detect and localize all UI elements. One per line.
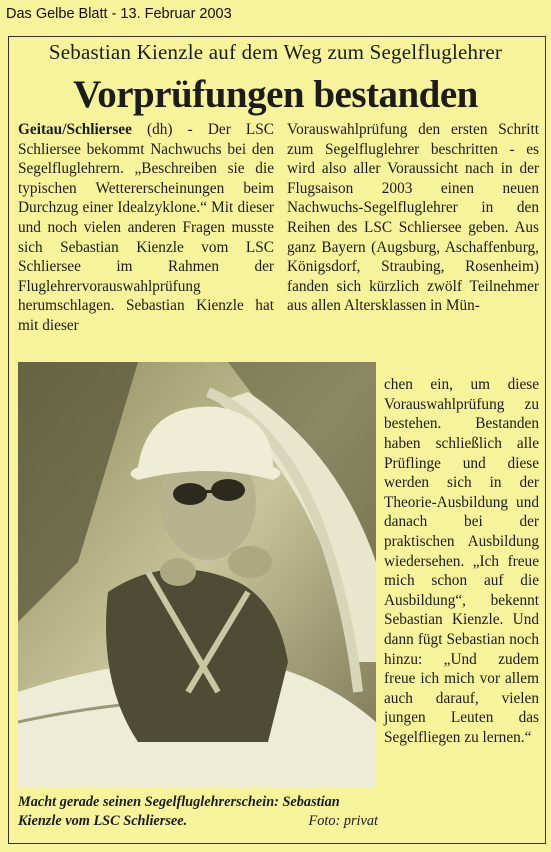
article-dateline: Geitau/Schliersee: [18, 121, 132, 138]
article-column-2: [287, 120, 539, 316]
article-photo: [18, 362, 376, 788]
glider-pilot-photo: [18, 362, 376, 788]
article-kicker: Sebastian Kienzle auf dem Weg zum Segelfluglehrer: [48, 40, 503, 64]
article-column-2-narrow: [384, 360, 539, 763]
publication-source: Das Gelbe Blatt - 13. Februar 2003: [6, 6, 232, 22]
article-text-col2-narrow: chen ein, um diese Vorauswahlprüfung zu bestehen. Bestanden haben schließlich alle Prüflinge und diese werden sich in der Theorie-Ausbildung und danach bei der praktischen Ausbildung wiedersehen. „Ich freue mich schon auf die Ausbildung“, bekennt Sebastian Kienzle. Und dann fügt Sebastian noch hinzu: „Und zudem freue ich mich vor allem auch darauf, vielen jungen Leuten das Segelfliegen zu lernen.“: [384, 376, 539, 746]
article-text-col2: Vorauswahlprüfung den ersten Schritt zum Segelfluglehrer beschritten - es wird also aller Voraussicht nach in der Flugsaison 2003 einen neuen Nachwuchs-Segelfluglehrer in den Reihen des LSC Schliersee geben. Aus ganz Bayern (Augsburg, Aschaffenburg, Königsdorf, Straubing, Rosenheim) fanden sich kürzlich zwölf Teilnehmer aus allen Altersklassen in Mün-: [287, 121, 539, 315]
article-text-col1: (dh) - Der LSC Schliersee bekommt Nachwuchs bei den Segelfluglehrern. „Beschreiben sie die typischen Wettererscheinungen beim Durchzug einer Idealzyklone.“ Mit dieser und noch vielen anderen Fragen musste sich Sebastian Kienzle vom LSC Schliersee im Rahmen der Fluglehrervorauswahlprüfung herumschlagen. Sebastian Kienzle hat mit dieser: [18, 121, 274, 334]
photo-caption: [18, 793, 378, 830]
photo-caption-text: Macht gerade seinen Segelfluglehrerschein: Sebastian Kienzle vom LSC Schliersee.: [18, 794, 340, 829]
article-column-1: [18, 120, 274, 336]
article-headline: Vorprüfungen bestanden: [73, 73, 478, 116]
photo-credit: Foto: privat: [308, 812, 378, 829]
